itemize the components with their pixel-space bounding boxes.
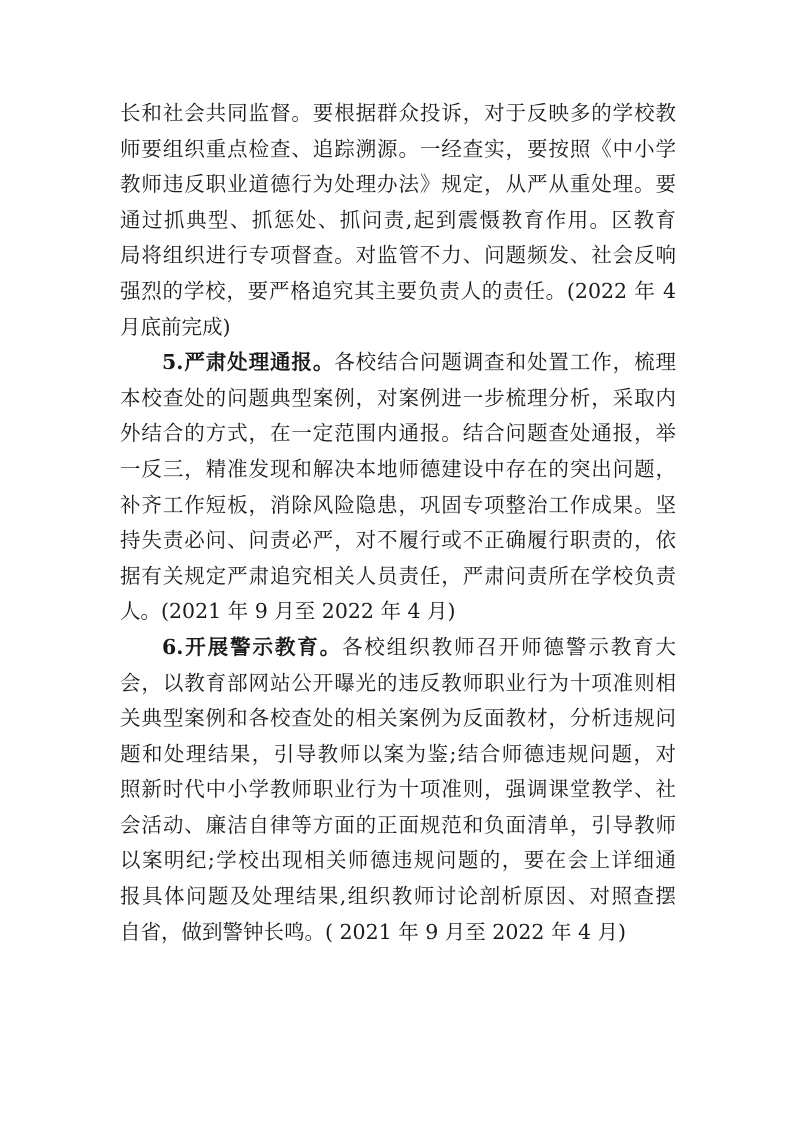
paragraph-item-5 — [120, 345, 676, 630]
text-line: 本校查处的问题典型案例，对案例进一步梳理分析，采取内 — [120, 385, 676, 410]
text-line: 人。(2021 年 9 月至 2022 年 4 月) — [120, 599, 456, 624]
text-line: 强烈的学校，要严格追究其主要负责人的责任。(2022 年 4 — [120, 278, 676, 303]
text-line: 以案明纪;学校出现相关师德违规问题的，要在会上详细通 — [120, 848, 676, 873]
text-line: 局将组织进行专项督查。对监管不力、问题频发、社会反响 — [120, 243, 676, 268]
text-line: 报具体问题及处理结果,组织教师讨论剖析原因、对照查摆 — [120, 884, 676, 909]
text-line: 题和处理结果，引导教师以案为鉴;结合师德违规问题，对 — [120, 741, 676, 766]
item-heading: 5.严肃处理通报。 — [162, 350, 335, 375]
text-line: 照新时代中小学教师职业行为十项准则，强调课堂教学、社 — [120, 777, 676, 802]
text-run: 各校结合问题调查和处置工作，梳理 — [334, 350, 677, 375]
paragraph-continuation — [120, 96, 676, 345]
text-line: 补齐工作短板，消除风险隐患，巩固专项整治工作成果。坚 — [120, 492, 676, 517]
text-line: 会，以教育部网站公开曝光的违反教师职业行为十项准则相 — [120, 670, 676, 695]
text-line: 师要组织重点检查、追踪溯源。一经查实，要按照《中小学 — [120, 136, 676, 161]
text-line: 会活动、廉洁自律等方面的正面规范和负面清单，引导教师 — [120, 812, 676, 837]
text-line: 长和社会共同监督。要根据群众投诉，对于反映多的学校教 — [120, 101, 676, 125]
item-heading: 6.开展警示教育。 — [162, 634, 343, 659]
text-line: 持失责必问、问责必严，对不履行或不正确履行职责的，依 — [120, 528, 676, 553]
text-line: 据有关规定严肃追究相关人员责任，严肃问责所在学校负责 — [120, 563, 676, 588]
text-line: 自省，做到警钟长鸣。( 2021 年 9 月至 2022 年 4 月) — [120, 919, 627, 944]
paragraph-item-6 — [120, 630, 676, 950]
text-line: 教师违反职业道德行为处理办法》规定，从严从重处理。要 — [120, 172, 676, 197]
document-body — [120, 96, 676, 950]
text-run: 各校组织教师召开师德警示教育大 — [342, 634, 676, 659]
paragraph-first-line — [120, 345, 676, 381]
text-line: 一反三，精准发现和解决本地师德建设中存在的突出问题， — [120, 456, 676, 481]
paragraph-first-line — [120, 630, 676, 666]
text-line: 关典型案例和各校查处的相关案例为反面教材，分析违规问 — [120, 706, 676, 731]
text-line: 通过抓典型、抓惩处、抓问责,起到震慑教育作用。区教育 — [120, 207, 676, 232]
text-line: 外结合的方式，在一定范围内通报。结合问题查处通报，举 — [120, 421, 676, 446]
text-line: 月底前完成) — [120, 314, 231, 339]
